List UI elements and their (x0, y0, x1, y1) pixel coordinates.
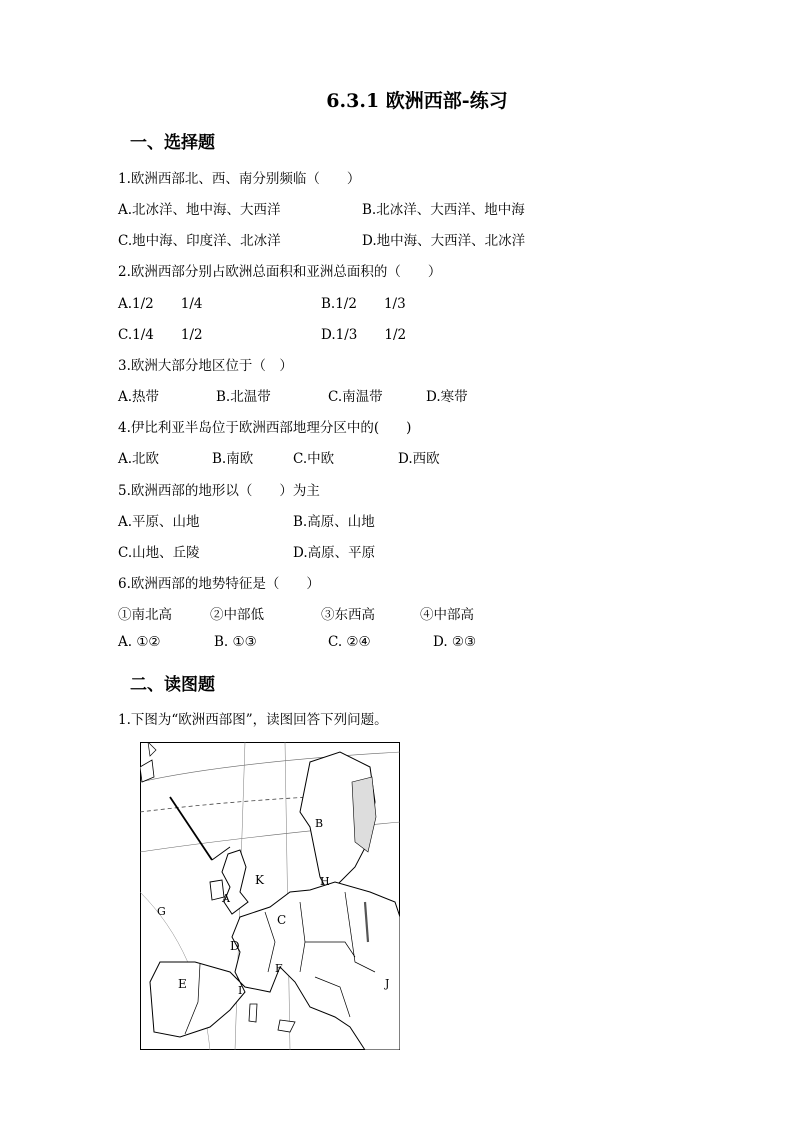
question-3-option-b: B.北温带 (216, 389, 271, 405)
question-6-item-3: ③东西高 (321, 607, 375, 623)
question-3-option-a: A.热带 (118, 389, 160, 405)
question-5-stem: 5.欧洲西部的地形以（ ）为主 (118, 483, 320, 499)
question-1-option-d: D.地中海、大西洋、北冰洋 (362, 233, 526, 249)
question-6-option-c: C. ②④ (328, 634, 371, 650)
map-label-f: F (275, 962, 283, 975)
question-5-option-a: A.平原、山地 (118, 514, 200, 530)
map-label-k: K (255, 873, 264, 887)
section-heading-choice: 一、选择题 (130, 133, 215, 153)
question-4-option-c: C.中欧 (293, 451, 335, 467)
question-4-option-d: D.西欧 (398, 451, 440, 467)
map-label-h: H (320, 875, 330, 888)
question-6-stem: 6.欧洲西部的地势特征是（ ） (118, 576, 320, 592)
map-label-c: C (277, 913, 287, 927)
question-1-option-a: A.北冰洋、地中海、大西洋 (118, 202, 281, 218)
question-1-option-b: B.北冰洋、大西洋、地中海 (362, 202, 525, 218)
question-6-option-b: B. ①③ (214, 634, 257, 650)
question-6-item-4: ④中部高 (420, 607, 474, 623)
question-3-option-d: D.寒带 (426, 389, 468, 405)
question-5-option-b: B.高原、山地 (293, 514, 375, 530)
question-6-item-1: ①南北高 (118, 607, 172, 623)
map-label-a: A (222, 892, 230, 905)
question-3-option-c: C.南温带 (328, 389, 383, 405)
question-5-option-c: C.山地、丘陵 (118, 545, 200, 561)
map-question-stem: 1.下图为“欧洲西部图”，读图回答下列问题。 (118, 712, 388, 728)
question-2-option-c: C.1/4 1/2 (118, 327, 203, 343)
question-6-option-a: A. ①② (118, 634, 161, 650)
question-3-stem: 3.欧洲大部分地区位于（ ） (118, 358, 293, 374)
question-2-option-b: B.1/2 1/3 (321, 296, 406, 312)
map-label-g: G (157, 905, 166, 918)
question-6-option-d: D. ②③ (433, 634, 477, 650)
western-europe-map (140, 742, 400, 1050)
question-4-option-b: B.南欧 (212, 451, 254, 467)
question-1-option-c: C.地中海、印度洋、北冰洋 (118, 233, 281, 249)
map-label-e: E (178, 977, 187, 991)
section-heading-map: 二、读图题 (130, 675, 215, 695)
question-4-stem: 4.伊比利亚半岛位于欧洲西部地理分区中的( ) (118, 420, 412, 436)
map-label-j: J (385, 977, 390, 990)
question-5-option-d: D.高原、平原 (293, 545, 376, 561)
question-4-option-a: A.北欧 (118, 451, 160, 467)
map-label-b: B (315, 817, 324, 830)
question-2-option-a: A.1/2 1/4 (118, 296, 203, 312)
question-2-option-d: D.1/3 1/2 (321, 327, 407, 343)
question-1-stem: 1.欧洲西部北、西、南分别频临（ ） (118, 171, 361, 187)
page-title: 6.3.1 欧洲西部-练习 (326, 90, 508, 112)
question-6-item-2: ②中部低 (210, 607, 264, 623)
question-2-stem: 2.欧洲西部分别占欧洲总面积和亚洲总面积的（ ） (118, 264, 442, 280)
map-label-d: D (230, 939, 240, 953)
map-label-i: I (238, 984, 243, 997)
